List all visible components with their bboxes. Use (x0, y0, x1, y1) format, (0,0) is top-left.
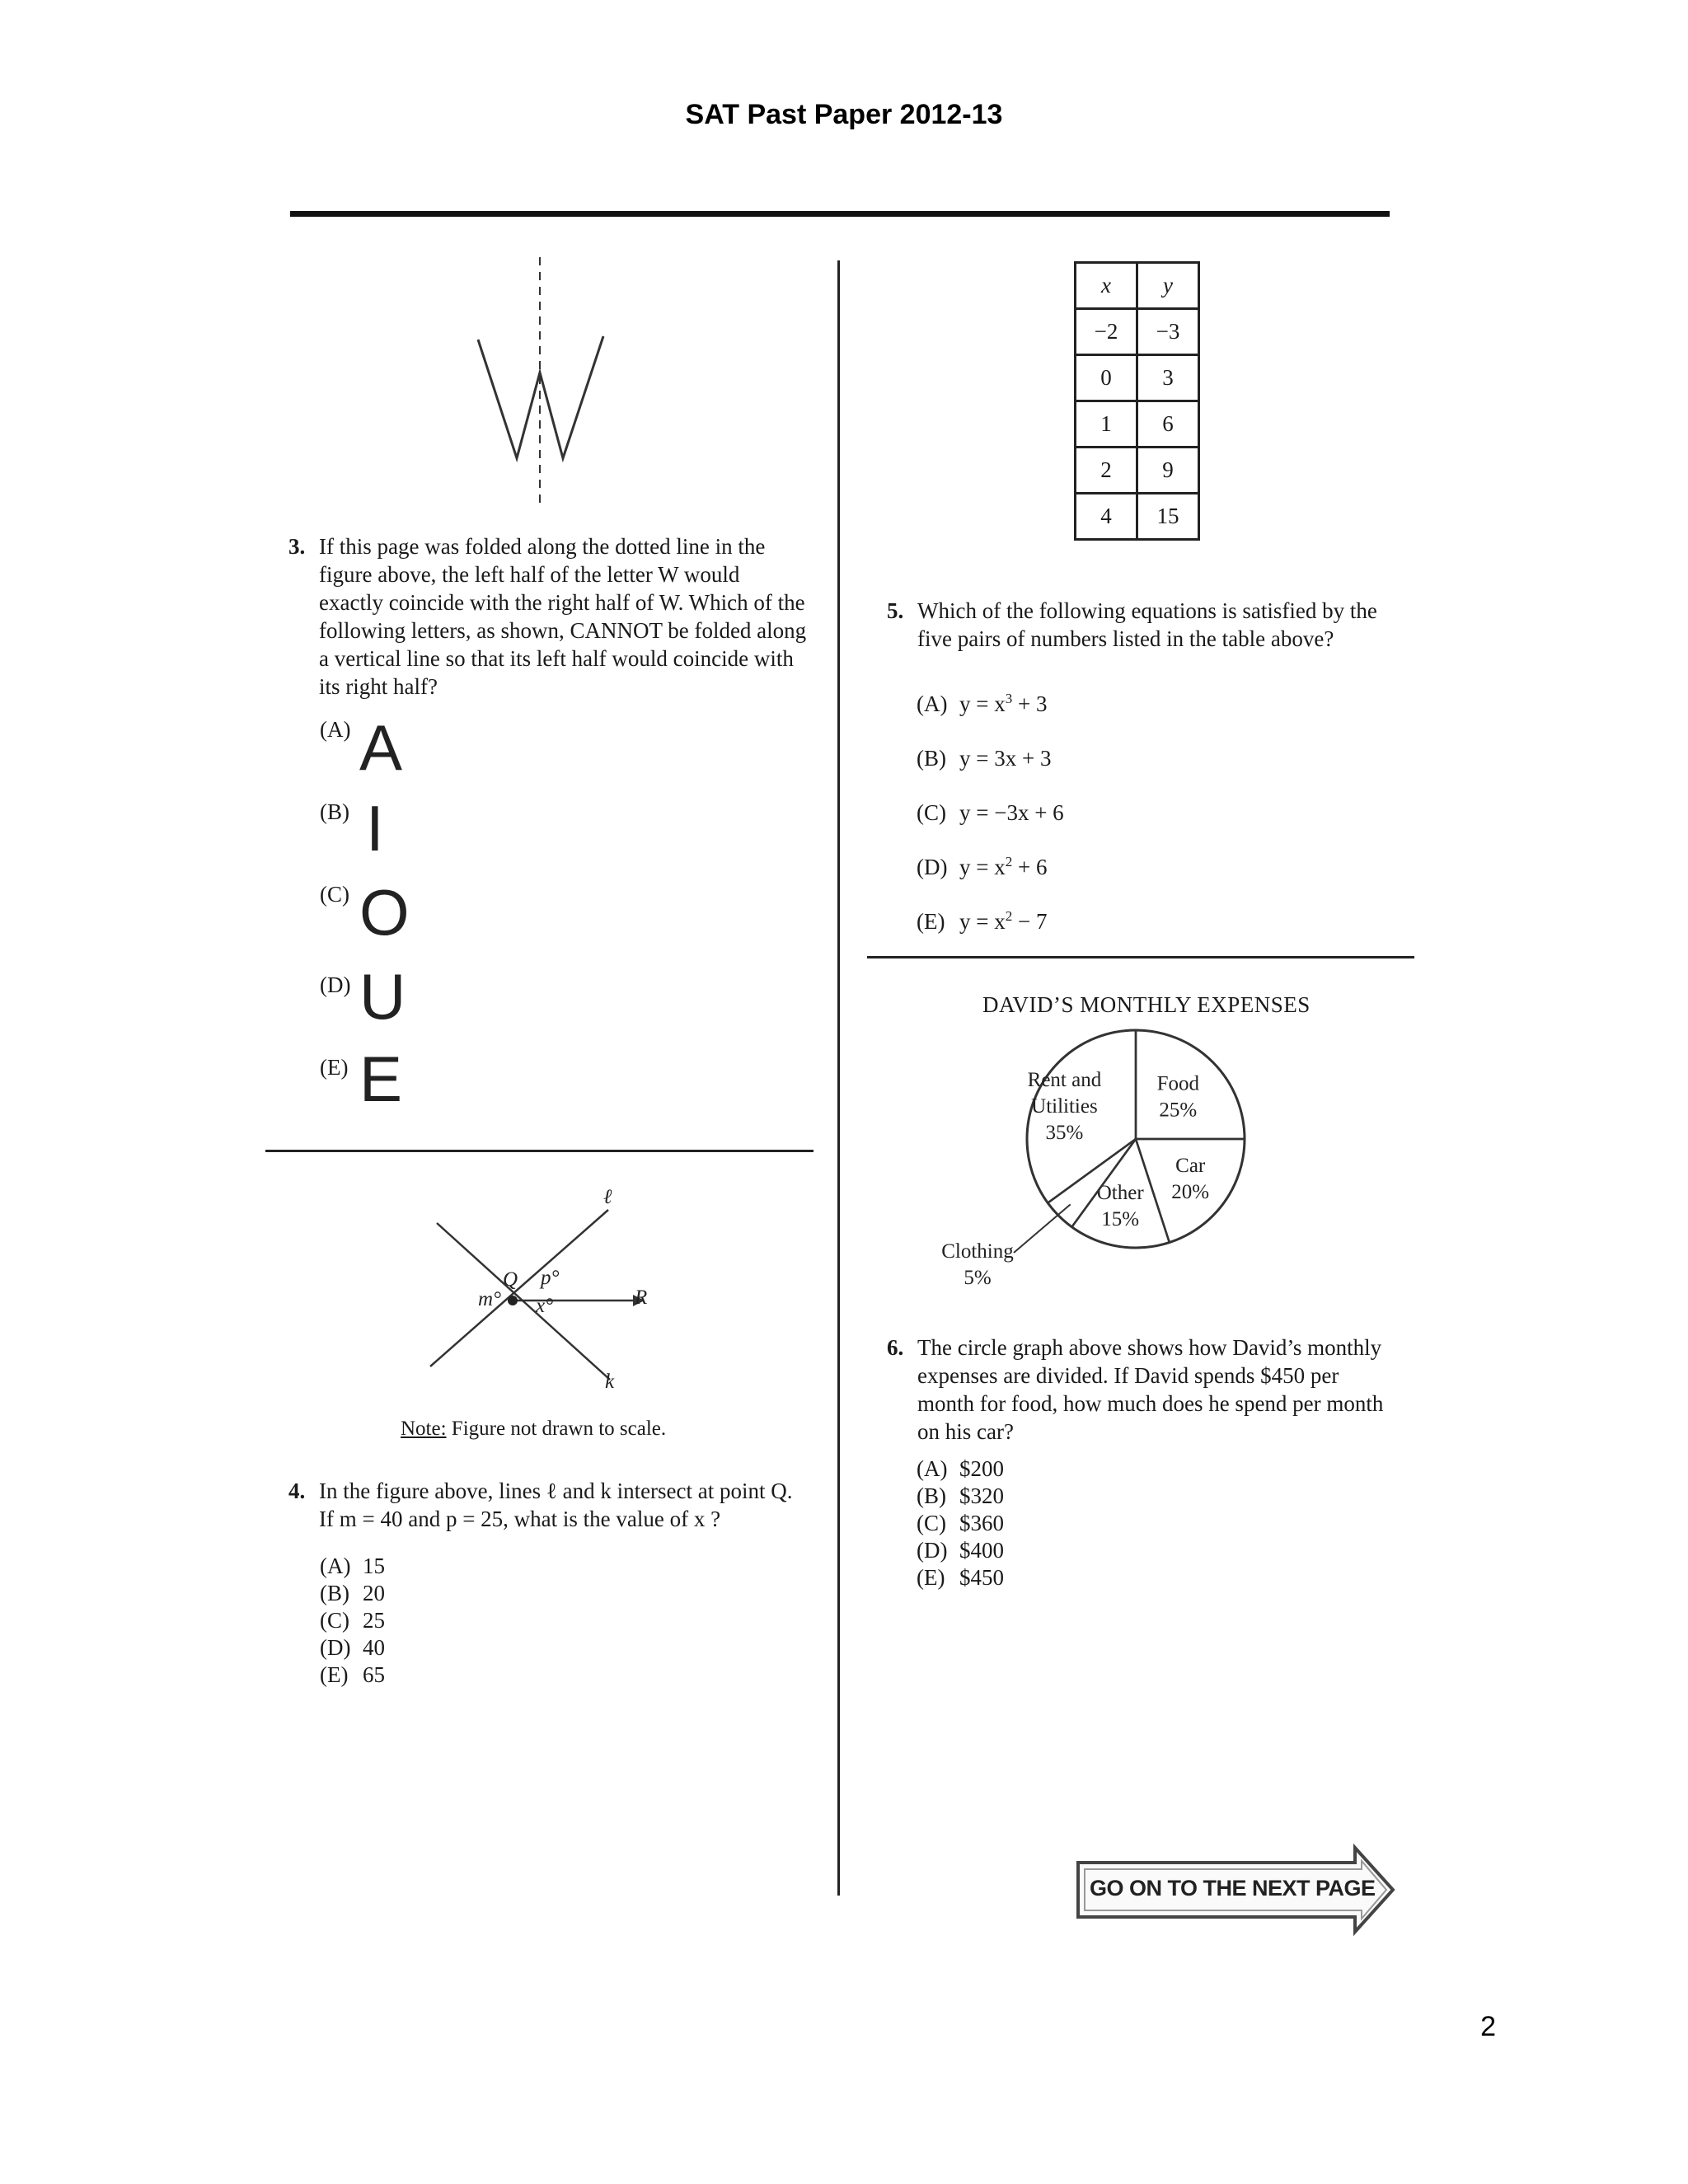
q6-chart-title: DAVID’S MONTHLY EXPENSES (982, 992, 1311, 1017)
q3-choice-c-label: (C) (320, 882, 349, 907)
table-cell: 0 (1076, 355, 1137, 401)
q4-note-text: Figure not drawn to scale. (451, 1418, 667, 1440)
top-rule (290, 211, 1390, 217)
pie-label-car-percent: 20% (1171, 1181, 1210, 1204)
q6-text: The circle graph above shows how David’s monthly expenses are divided. If David spends $450 per month for food, how much does he spend per month on his car? (917, 1335, 1384, 1444)
q6-question (887, 1333, 1398, 1446)
table-row (1076, 494, 1199, 540)
q3-choice-a-label: (A) (320, 717, 351, 742)
table-cell: 6 (1137, 401, 1199, 448)
q3-w-figure (297, 92, 618, 504)
left-section-divider (265, 1150, 814, 1152)
pie-label-other-name: Other (1096, 1181, 1144, 1204)
next-page-label: GO ON TO THE NEXT PAGE (1090, 1876, 1376, 1900)
q4-note-label: Note: (401, 1418, 447, 1440)
q3-choice-e-letter: E (359, 1043, 403, 1115)
table-row (1076, 355, 1199, 401)
q6-choice-d[interactable]: (D) $400 (917, 1538, 1004, 1563)
q5-choice-a[interactable]: (A) $y = x^3 + 3$ (917, 691, 1048, 716)
column-divider (837, 260, 840, 1896)
q5-text: Which of the following equations is satisfied by the five pairs of numbers listed in the table above? (917, 598, 1377, 651)
table-header-cell: x (1076, 263, 1137, 309)
pie-label-car-name: Car (1175, 1155, 1206, 1178)
q4-choices (320, 1553, 385, 1689)
pie-label-food-percent: 25% (1159, 1099, 1198, 1122)
pie-label-rent-and-utilities-name: Utilities (1031, 1095, 1098, 1118)
table-header-row (1076, 263, 1199, 309)
q4-choice-e[interactable]: (E) 65 (320, 1662, 385, 1687)
table-cell: −3 (1137, 309, 1199, 355)
table-row (1076, 448, 1199, 494)
q4-line-l-label: ℓ (603, 1186, 612, 1208)
q3-figure-letter: W (297, 92, 298, 93)
q5-choice-b[interactable]: (B) y = 3x + 3 (917, 746, 1052, 771)
q4-question (288, 1477, 808, 1533)
q3-choice-d[interactable] (320, 972, 350, 998)
q3-choice-b-letter: I (366, 792, 384, 865)
q4-ray-r-label: R (635, 1286, 648, 1309)
table-cell: 4 (1076, 494, 1137, 540)
pie-label-food-name: Food (1156, 1072, 1200, 1095)
q3-question (288, 532, 808, 701)
q3-text: If this page was folded along the dotted line in the figure above, the left half of the letter W would exactly coincide with the right half of W. Which of the following letters, as shown, CANNOT be folded along a vertical line so that its left half would coincide with its right half? (319, 534, 807, 699)
q4-choice-b[interactable]: (B) 20 (320, 1581, 385, 1605)
table-cell: 1 (1076, 401, 1137, 448)
q3-number: 3. (288, 534, 306, 559)
q3-choice-b-label: (B) (320, 799, 349, 824)
q4-angle-m-label: m° (478, 1288, 502, 1310)
q3-choice-e[interactable] (320, 1055, 348, 1080)
q4-choice-a[interactable]: (A) 15 (320, 1554, 385, 1578)
q6-choices (917, 1455, 1004, 1591)
q4-text: In the figure above, lines ℓ and k intersect at point Q. If m = 40 and p = 25, what is the value of x ? (319, 1479, 793, 1531)
q3-choice-a[interactable] (320, 717, 350, 743)
table-header-cell: y (1137, 263, 1199, 309)
q3-choice-b[interactable] (320, 799, 349, 825)
q6-choice-b[interactable]: (B) $320 (917, 1483, 1004, 1508)
q4-number: 4. (288, 1479, 306, 1503)
q3-choice-c-letter: O (359, 876, 410, 949)
q3-choice-a-letter: A (359, 711, 403, 784)
q5-number: 5. (887, 598, 904, 623)
q3-choice-e-label: (E) (320, 1055, 349, 1080)
q5-choice-e[interactable]: (E) $y = x^2 - 7$ (917, 908, 1048, 934)
q6-number: 6. (887, 1335, 904, 1360)
page-header-title: SAT Past Paper 2012-13 (685, 99, 1003, 130)
q6-pie-chart (931, 1022, 1261, 1335)
table-row (1076, 309, 1199, 355)
q5-choice-d[interactable]: (D) $y = x^2 + 6$ (917, 854, 1048, 879)
pie-leader-line (1014, 1204, 1071, 1253)
q4-point-q-label: Q (503, 1268, 518, 1291)
table-cell: −2 (1076, 309, 1137, 355)
table-cell: 3 (1137, 355, 1199, 401)
q5-choices (917, 674, 1064, 946)
q4-line-k-label: k (605, 1371, 615, 1393)
q4-figure-note (401, 1418, 666, 1441)
q5-question (887, 597, 1381, 653)
pie-label-other-percent: 15% (1101, 1207, 1140, 1230)
q5-xy-table (1074, 261, 1200, 541)
q6-choice-a[interactable]: (A) $200 (917, 1456, 1004, 1481)
q4-angle-p-label: p° (541, 1267, 560, 1289)
q3-choice-d-letter: U (359, 960, 406, 1033)
q4-angle-x-label: x° (536, 1295, 554, 1317)
q3-choice-c[interactable] (320, 882, 349, 907)
q6-choice-c[interactable]: (C) $360 (917, 1511, 1004, 1535)
q4-choice-d[interactable]: (D) 40 (320, 1635, 385, 1660)
q5-xy-table-wrap (1074, 261, 1200, 541)
q4-angle-figure (412, 1187, 676, 1401)
pie-label-rent-and-utilities-name: Rent and (1027, 1069, 1102, 1092)
table-row (1076, 401, 1199, 448)
pie-label-rent-and-utilities-percent: 35% (1045, 1122, 1084, 1145)
table-cell: 2 (1076, 448, 1137, 494)
page-number: 2 (1480, 2011, 1496, 2042)
q5-choice-c[interactable]: (C) y = −3x + 6 (917, 800, 1064, 825)
table-cell: 15 (1137, 494, 1199, 540)
pie-label-clothing-percent: 5% (964, 1267, 992, 1290)
q6-choice-e[interactable]: (E) $450 (917, 1565, 1004, 1590)
pie-label-clothing-name: Clothing (941, 1240, 1014, 1263)
right-section-divider (867, 956, 1414, 958)
table-cell: 9 (1137, 448, 1199, 494)
q3-choice-d-label: (D) (320, 972, 351, 997)
q4-choice-c[interactable]: (C) 25 (320, 1608, 385, 1633)
